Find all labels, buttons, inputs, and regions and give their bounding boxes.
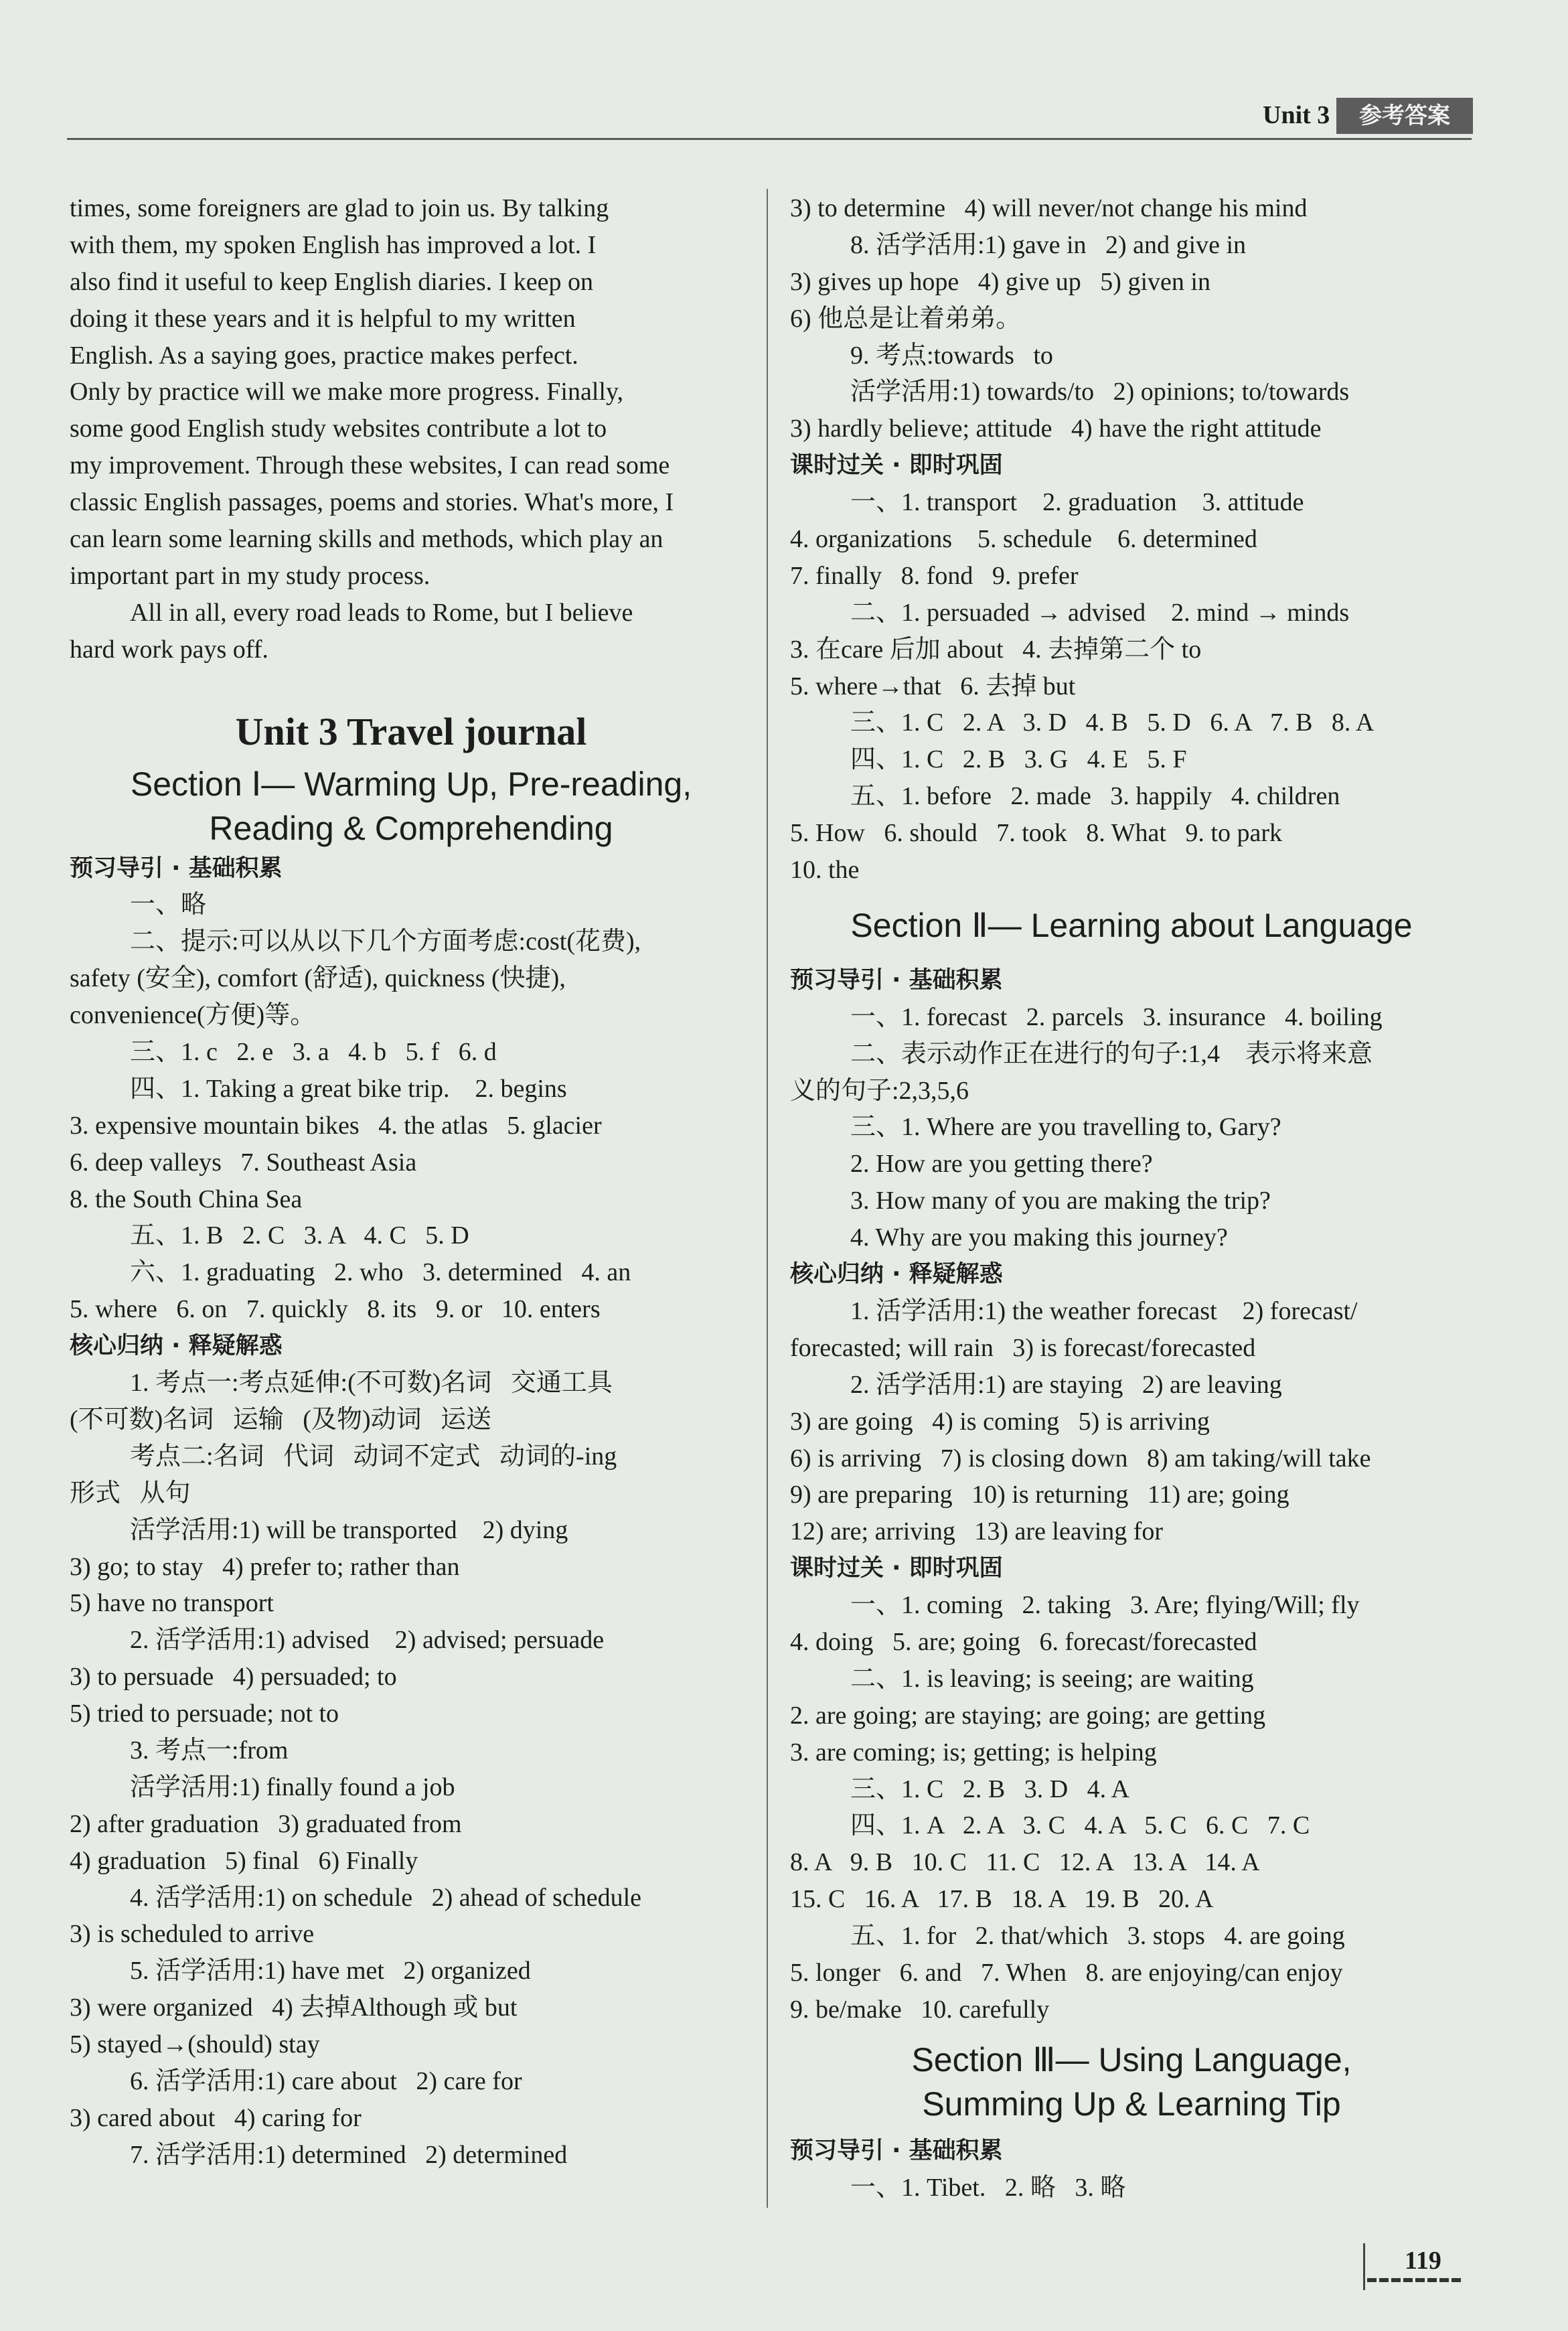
section-1-title xyxy=(70,762,753,850)
answer-line: 2. How are you getting there? xyxy=(850,1150,1153,1179)
answer-line: (不可数)名词 运输 (及物)动词 运送 xyxy=(70,1405,492,1434)
answer-line: 一、1. coming 2. taking 3. Are; flying/Will; fly xyxy=(850,1591,1360,1620)
subheading-practice: 课时过关 · 即时巩固 xyxy=(790,452,1003,479)
answer-line: 1. 活学活用:1) the weather forecast 2) forecast/ xyxy=(850,1296,1358,1325)
section-2-title xyxy=(790,889,1473,962)
section-1-title-line: Section Ⅰ— Warming Up, Pre-reading, xyxy=(130,765,692,803)
text-line: classic English passages, poems and stories. What's more, I xyxy=(70,488,674,517)
answer-line: safety (安全), comfort (舒适), quickness (快捷), xyxy=(70,964,566,993)
answer-line: 四、1. A 2. A 3. C 4. A 5. C 6. C 7. C xyxy=(850,1811,1310,1840)
text-line: English. As a saying goes, practice makes perfect. xyxy=(70,341,578,370)
footer-ornament xyxy=(1363,2243,1365,2290)
answer-line: 一、1. transport 2. graduation 3. attitude xyxy=(850,488,1304,517)
answer-line: 1. 考点一:考点延伸:(不可数)名词 交通工具 xyxy=(130,1369,613,1398)
subheading-preview: 预习导引 · 基础积累 xyxy=(790,966,1003,994)
answer-line: 形式 从句 xyxy=(70,1479,191,1507)
answer-line: 6) is arriving 7) is closing down 8) am taking/will take xyxy=(790,1444,1371,1473)
answer-line: 5. 活学活用:1) have met 2) organized xyxy=(130,1957,531,1985)
text-line: All in all, every road leads to Rome, but I believe xyxy=(130,598,633,627)
answer-line: 5. longer 6. and 7. When 8. are enjoying/can enjoy xyxy=(790,1958,1343,1987)
answer-line: forecasted; will rain 3) is forecast/forecasted xyxy=(790,1333,1256,1362)
answer-line: 三、1. C 2. B 3. D 4. A xyxy=(850,1775,1129,1803)
answer-line: 六、1. graduating 2. who 3. determined 4. an xyxy=(130,1258,631,1287)
answer-line: 9. be/make 10. carefully xyxy=(790,1995,1050,2024)
answer-line: 2. 活学活用:1) are staying 2) are leaving xyxy=(850,1370,1282,1399)
answer-line: 9. 考点:towards to xyxy=(850,341,1053,370)
answer-line: 3) were organized 4) 去掉Although 或 but xyxy=(70,1994,518,2022)
answer-line: 活学活用:1) towards/to 2) opinions; to/towards xyxy=(850,378,1350,406)
answer-line: 6) 他总是让着弟弟。 xyxy=(790,304,1022,333)
text-line: my improvement. Through these websites, I can read some xyxy=(70,451,670,480)
answer-line: 4. doing 5. are; going 6. forecast/forecasted xyxy=(790,1627,1257,1656)
answer-line: 活学活用:1) will be transported 2) dying xyxy=(130,1515,568,1544)
answer-line: 四、1. C 2. B 3. G 4. E 5. F xyxy=(850,745,1187,774)
text-line: doing it these years and it is helpful to my written xyxy=(70,304,576,333)
answer-line: 二、提示:可以从以下几个方面考虑:cost(花费), xyxy=(130,927,641,956)
answer-line: 3) hardly believe; attitude 4) have the right attitude xyxy=(790,415,1322,443)
answer-line: 考点二:名词 代词 动词不定式 动词的-ing xyxy=(130,1442,617,1471)
text-line: also find it useful to keep English diaries. I keep on xyxy=(70,267,593,296)
section-3-title-line: Section Ⅲ— Using Language, xyxy=(911,2040,1352,2079)
answer-line: 3. How many of you are making the trip? xyxy=(850,1187,1271,1215)
answer-line: 5) have no transport xyxy=(70,1589,274,1618)
text-line: some good English study websites contribute a lot to xyxy=(70,415,607,443)
answer-line: 3) are going 4) is coming 5) is arriving xyxy=(790,1407,1210,1436)
subheading-preview: 预习导引 · 基础积累 xyxy=(790,2137,1003,2164)
left-column xyxy=(70,190,753,2174)
section-1-title-line: Reading & Comprehending xyxy=(209,809,613,847)
text-line: times, some foreigners are glad to join us. By talking xyxy=(70,194,609,222)
subheading-core: 核心归纳 · 释疑解惑 xyxy=(790,1261,1003,1288)
answer-line: 5. where→that 6. 去掉 but xyxy=(790,672,1076,700)
column-divider xyxy=(767,189,768,2208)
answer-line: convenience(方便)等。 xyxy=(70,1001,316,1030)
header-answer-tag: 参考答案 xyxy=(1336,98,1473,134)
answer-line: 10. the xyxy=(790,856,860,885)
answer-line: 5) stayed→(should) stay xyxy=(70,2030,320,2059)
subheading-core: 核心归纳 · 释疑解惑 xyxy=(70,1333,283,1360)
answer-line: 5. where 6. on 7. quickly 8. its 9. or 10. enters xyxy=(70,1295,601,1324)
answer-line: 8. 活学活用:1) gave in 2) and give in xyxy=(850,230,1247,259)
page-number: 119 xyxy=(1405,2247,1441,2275)
answer-line: 5. How 6. should 7. took 8. What 9. to park xyxy=(790,819,1282,848)
answer-line: 四、1. Taking a great bike trip. 2. begins xyxy=(130,1074,567,1103)
answer-line: 义的句子:2,3,5,6 xyxy=(790,1076,969,1105)
answer-line: 五、1. for 2. that/which 3. stops 4. are going xyxy=(850,1922,1345,1951)
answer-line: 二、1. persuaded → advised 2. mind → minds xyxy=(850,598,1350,627)
section-3-title-line: Summing Up & Learning Tip xyxy=(922,2085,1341,2123)
text-line: hard work pays off. xyxy=(70,635,268,664)
answer-line: 4) graduation 5) final 6) Finally xyxy=(70,1846,418,1875)
answer-line: 五、1. before 2. made 3. happily 4. children xyxy=(850,782,1340,811)
answer-line: 5) tried to persuade; not to xyxy=(70,1700,339,1728)
answer-line: 一、略 xyxy=(130,891,207,919)
answer-line: 三、1. c 2. e 3. a 4. b 5. f 6. d xyxy=(130,1038,497,1067)
answer-line: 3) cared about 4) caring for xyxy=(70,2103,362,2132)
answer-line: 4. Why are you making this journey? xyxy=(850,1223,1228,1252)
answer-line: 五、1. B 2. C 3. A 4. C 5. D xyxy=(130,1221,469,1250)
answer-line: 3. expensive mountain bikes 4. the atlas 5. glacier xyxy=(70,1111,602,1140)
answer-line: 8. A 9. B 10. C 11. C 12. A 13. A 14. A xyxy=(790,1848,1260,1877)
header-unit-label: Unit 3 xyxy=(1263,101,1330,129)
subheading-practice: 课时过关 · 即时巩固 xyxy=(790,1555,1003,1582)
answer-line: 3) to determine 4) will never/not change his mind xyxy=(790,194,1308,222)
answer-line: 7. finally 8. fond 9. prefer xyxy=(790,561,1079,590)
text-line: important part in my study process. xyxy=(70,561,430,590)
answer-line: 3. 考点一:from xyxy=(130,1736,289,1764)
answer-line: 3. 在care 后加 about 4. 去掉第二个 to xyxy=(790,635,1202,664)
answer-line: 4. 活学活用:1) on schedule 2) ahead of schedule xyxy=(130,1883,642,1912)
answer-line: 二、1. is leaving; is seeing; are waiting xyxy=(850,1664,1254,1693)
answer-line: 3) is scheduled to arrive xyxy=(70,1920,315,1949)
answer-line: 2. are going; are staying; are going; are getting xyxy=(790,1701,1266,1730)
right-column xyxy=(790,190,1473,2206)
answer-line: 2) after graduation 3) graduated from xyxy=(70,1809,462,1838)
answer-line: 7. 活学活用:1) determined 2) determined xyxy=(130,2140,568,2169)
text-line: Only by practice will we make more progress. Finally, xyxy=(70,378,623,406)
answer-line: 4. organizations 5. schedule 6. determined xyxy=(790,525,1257,554)
subheading-preview: 预习导引 · 基础积累 xyxy=(70,854,283,882)
header-rule xyxy=(67,138,1472,140)
unit-title: Unit 3 Travel journal xyxy=(235,709,587,753)
text-line: can learn some learning skills and methods, which play an xyxy=(70,525,663,554)
answer-line: 3. are coming; is; getting; is helping xyxy=(790,1738,1157,1766)
answer-line: 三、1. C 2. A 3. D 4. B 5. D 6. A 7. B 8. A xyxy=(850,708,1375,737)
answer-line: 3) to persuade 4) persuaded; to xyxy=(70,1663,397,1691)
answer-line: 15. C 16. A 17. B 18. A 19. B 20. A xyxy=(790,1885,1214,1914)
footer-ornament-bar xyxy=(1367,2278,1461,2282)
answer-line: 12) are; arriving 13) are leaving for xyxy=(790,1517,1164,1546)
answer-line: 一、1. Tibet. 2. 略 3. 略 xyxy=(850,2173,1126,2202)
answer-line: 活学活用:1) finally found a job xyxy=(130,1773,455,1801)
text-line: with them, my spoken English has improved a lot. I xyxy=(70,230,597,259)
answer-line: 6. deep valleys 7. Southeast Asia xyxy=(70,1148,417,1177)
answer-line: 6. 活学活用:1) care about 2) care for xyxy=(130,2066,522,2095)
answer-line: 三、1. Where are you travelling to, Gary? xyxy=(850,1113,1281,1142)
answer-line: 二、表示动作正在进行的句子:1,4 表示将来意 xyxy=(850,1039,1373,1068)
section-2-title-line: Section Ⅱ— Learning about Language xyxy=(850,906,1413,944)
answer-line: 8. the South China Sea xyxy=(70,1185,303,1213)
answer-line: 2. 活学活用:1) advised 2) advised; persuade xyxy=(130,1626,605,1655)
answer-line: 9) are preparing 10) is returning 11) are; going xyxy=(790,1481,1289,1509)
answer-line: 3) go; to stay 4) prefer to; rather than xyxy=(70,1552,460,1581)
answer-line: 3) gives up hope 4) give up 5) given in xyxy=(790,267,1210,296)
answer-line: 一、1. forecast 2. parcels 3. insurance 4. boiling xyxy=(850,1002,1383,1031)
section-3-title xyxy=(790,2028,1473,2133)
